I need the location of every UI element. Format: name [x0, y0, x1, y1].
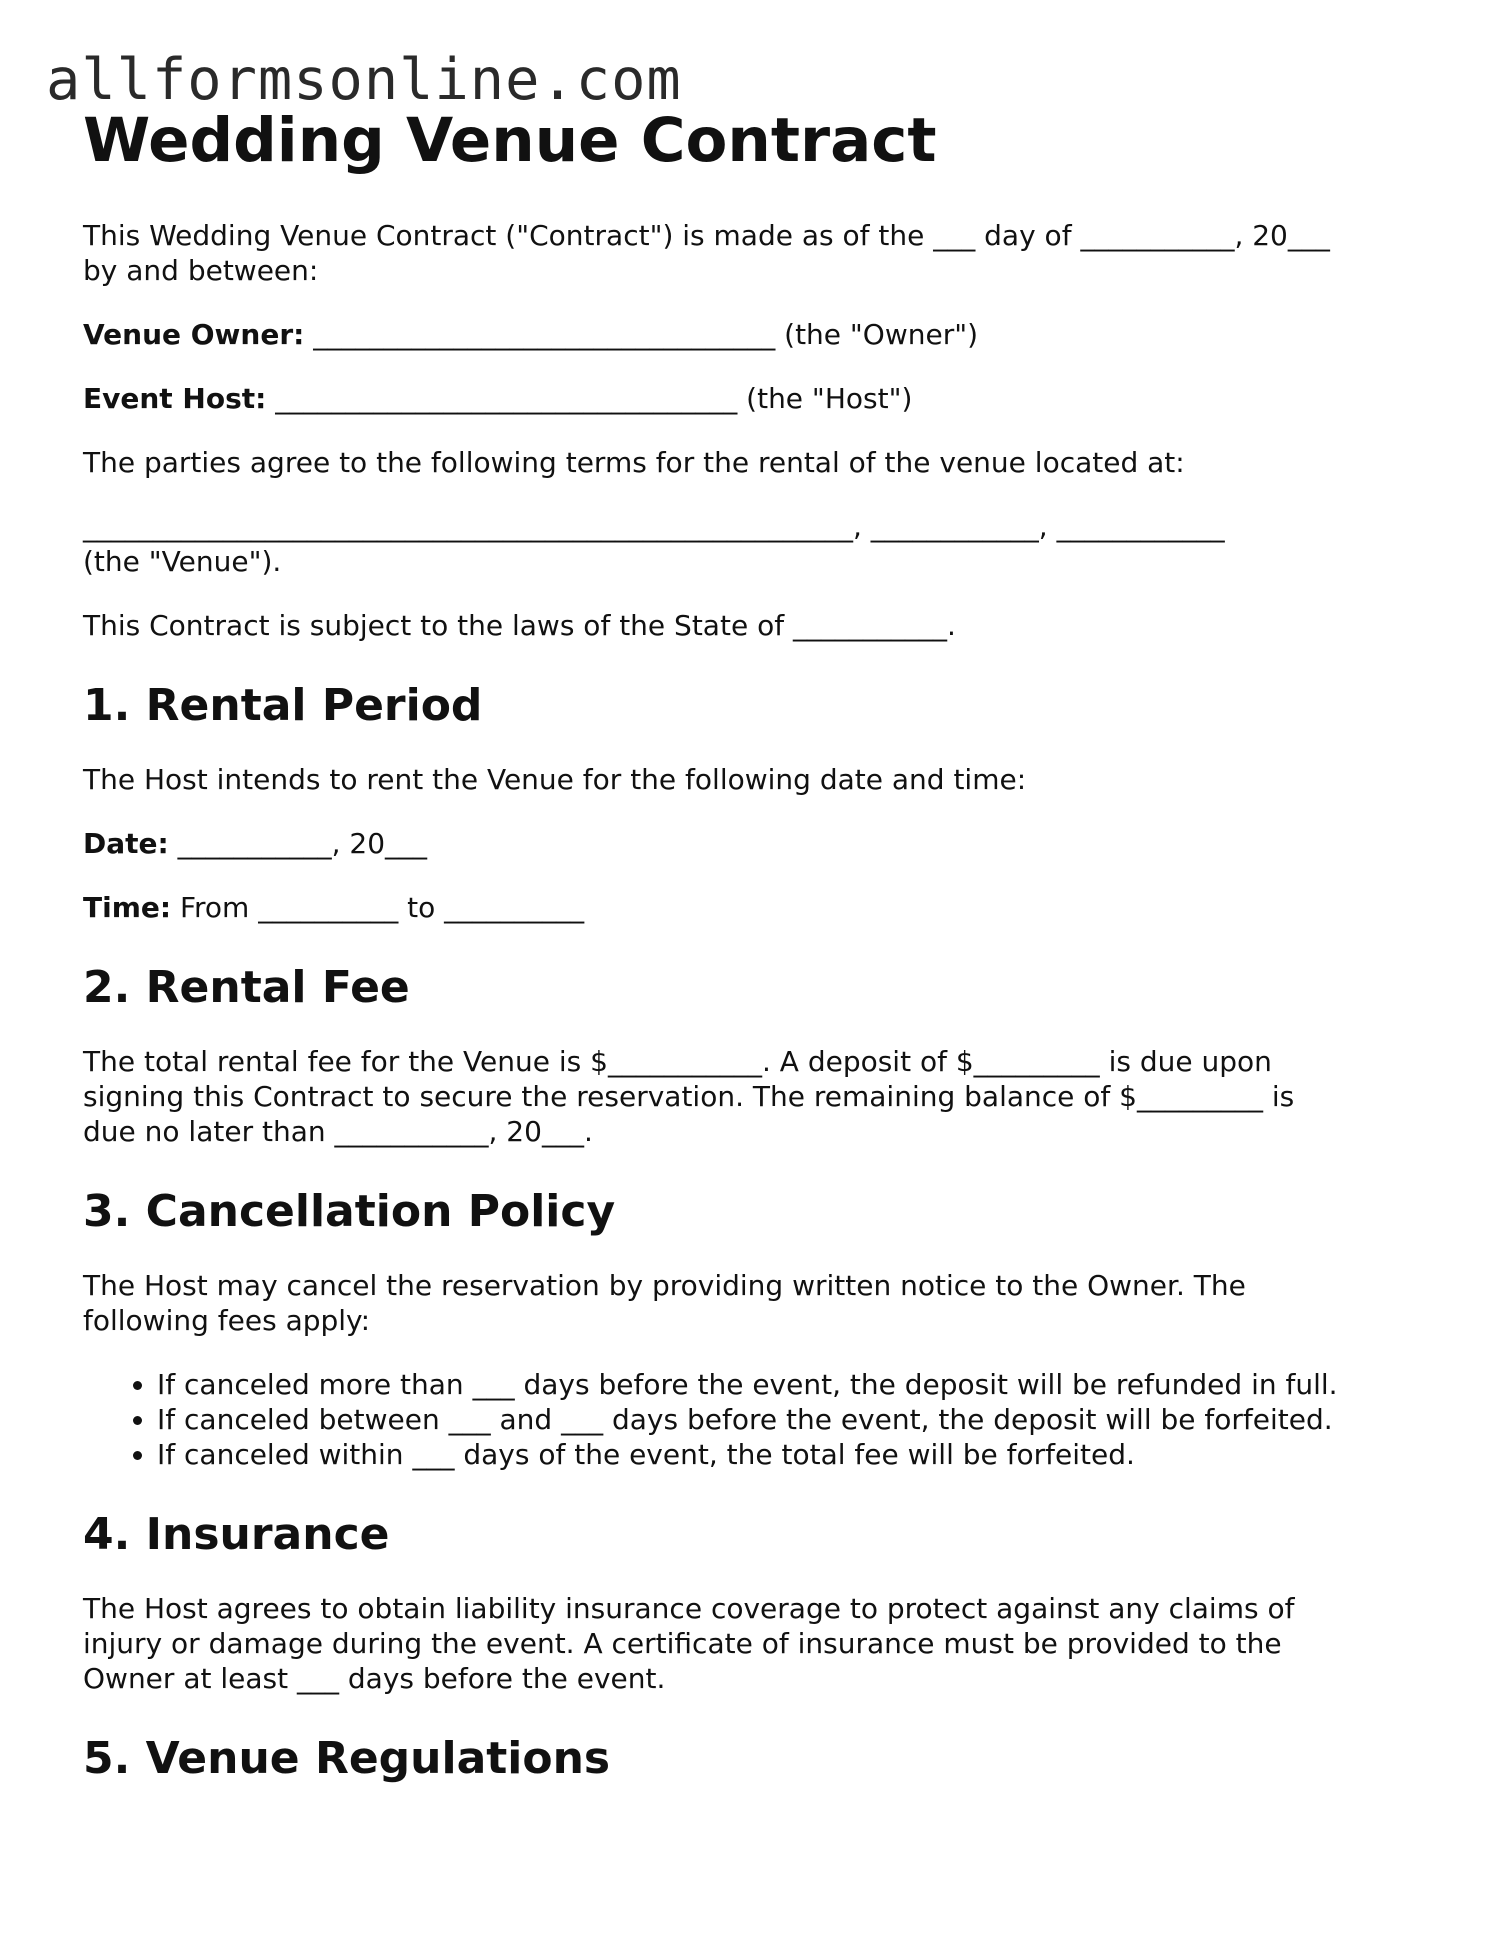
rental-fee-line-3: due no later than ___________, 20___.: [83, 1115, 593, 1148]
rental-fee-line-2: signing this Contract to secure the reservation. The remaining balance of $_________ is: [83, 1080, 1295, 1113]
rental-time-line: [83, 890, 1423, 925]
venue-owner-line: [83, 317, 1423, 352]
event-host-blank: _________________________________ (the "Host"): [266, 382, 913, 415]
list-item: • If canceled within ___ days of the event, the total fee will be forfeited.: [157, 1437, 1423, 1472]
site-watermark: allformsonline.com: [46, 47, 682, 113]
contract-document: [83, 104, 1423, 1786]
cancellation-paragraph: [83, 1268, 1423, 1338]
section-heading-cancellation-policy: 3. Cancellation Policy: [83, 1186, 616, 1237]
venue-address-label: (the "Venue").: [83, 545, 282, 578]
rental-fee-line-1: The total rental fee for the Venue is $___________. A deposit of $_________ is due upon: [83, 1045, 1272, 1078]
event-host-label: Event Host:: [83, 382, 267, 415]
rental-date-label: Date:: [83, 827, 169, 860]
rental-period-intro: The Host intends to rent the Venue for the following date and time:: [83, 763, 1027, 796]
list-item: • If canceled between ___ and ___ days before the event, the deposit will be forfeited.: [157, 1402, 1423, 1437]
document-title: Wedding Venue Contract: [83, 105, 937, 176]
rental-date-line: [83, 826, 1423, 861]
cancellation-line-2: following fees apply:: [83, 1304, 371, 1337]
governing-law-paragraph: This Contract is subject to the laws of the State of ___________.: [83, 609, 956, 642]
insurance-line-2: injury or damage during the event. A certificate of insurance must be provided to the: [83, 1627, 1282, 1660]
venue-address-blank: _______________________________________________________, ____________, ____________: [83, 510, 1225, 543]
intro-paragraph: [83, 218, 1423, 288]
cancellation-fee-list: [83, 1367, 1423, 1472]
intro-line-1: This Wedding Venue Contract ("Contract") is made as of the ___ day of ___________, 20___: [83, 219, 1330, 252]
section-heading-rental-fee: 2. Rental Fee: [83, 962, 410, 1013]
rental-time-label: Time:: [83, 891, 172, 924]
event-host-line: [83, 381, 1423, 416]
section-heading-venue-regulations: 5. Venue Regulations: [83, 1733, 611, 1784]
intro-line-2: by and between:: [83, 254, 319, 287]
insurance-paragraph: [83, 1591, 1423, 1696]
section-heading-insurance: 4. Insurance: [83, 1509, 390, 1560]
venue-owner-label: Venue Owner:: [83, 318, 305, 351]
section-heading-rental-period: 1. Rental Period: [83, 680, 483, 731]
rental-fee-paragraph: [83, 1044, 1423, 1149]
insurance-line-3: Owner at least ___ days before the event.: [83, 1662, 666, 1695]
venue-owner-blank: _________________________________ (the "Owner"): [304, 318, 979, 351]
cancellation-line-1: The Host may cancel the reservation by providing written notice to the Owner. The: [83, 1269, 1246, 1302]
list-item: • If canceled more than ___ days before the event, the deposit will be refunded in full.: [157, 1367, 1423, 1402]
insurance-line-1: The Host agrees to obtain liability insurance coverage to protect against any claims of: [83, 1592, 1295, 1625]
rental-date-blank: ___________, 20___: [168, 827, 428, 860]
venue-address-paragraph: [83, 509, 1423, 579]
agree-paragraph: The parties agree to the following terms for the rental of the venue located at:: [83, 446, 1185, 479]
rental-time-blank: From __________ to __________: [171, 891, 585, 924]
